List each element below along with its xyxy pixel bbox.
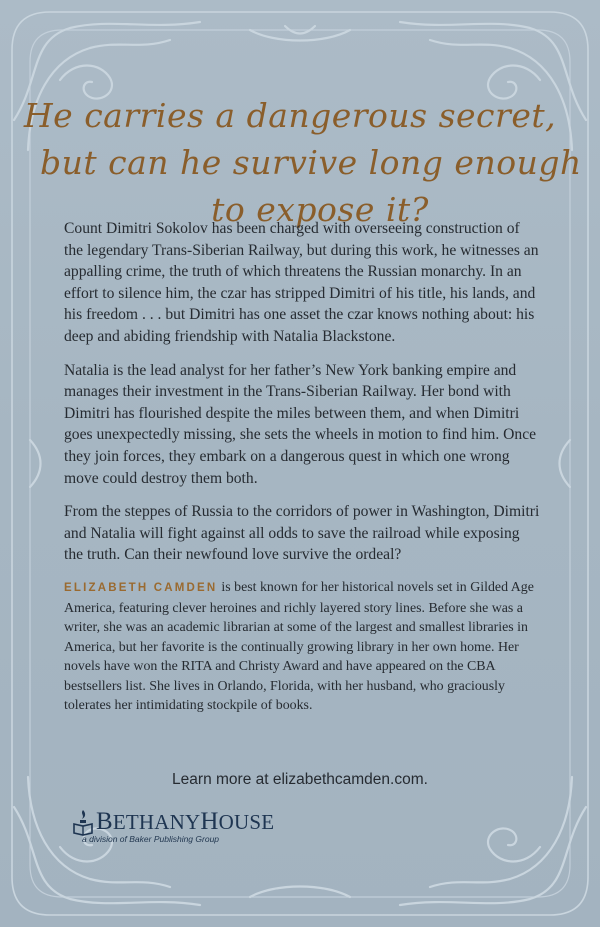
tagline-line-2: but can he survive long enough: [40, 143, 582, 182]
author-bio: [64, 578, 540, 716]
author-website: Learn more at elizabethcamden.com.: [172, 771, 428, 788]
author-bio-text: is best known for her historical novels set in Gilded Age America, featuring clever heroines and richly layered story lines. Before she was a writer, she was an academic librarian at some of the largest and smallest libraries in America, but her favorite is the continually growing library in her own home. Her novels have won the RITA and Christy Award and have appeared on the CBA bestsellers list. She lives in Orlando, Florida, with her husband, who graciously tolerates her intimidating stockpile of books.: [64, 579, 534, 714]
author-name: ELIZABETH CAMDEN: [64, 581, 218, 594]
tagline: [23, 92, 582, 233]
tagline-line-1: He carries a dangerous secret,: [23, 96, 557, 135]
book-description: [64, 218, 540, 716]
lamp-book-icon: [72, 808, 94, 836]
description-paragraph-2: Natalia is the lead analyst for her father’s New York banking empire and manages their investment in the Trans-Siberian Railway. Her bond with Dimitri has flourished despite the miles between them, and when Dimitri goes unexpectedly missing, she sets the wheels in motion to find him. Once they join forces, they embark on a dangerous quest in which one wrong move could destroy them both.: [64, 361, 537, 487]
publisher-logo: [72, 808, 332, 844]
description-paragraph-1: Count Dimitri Sokolov has been charged with overseeing construction of the legendary Trans-Siberian Railway, but during this work, he witnesses an appalling crime, the truth of which threatens the Russian monarchy. In an effort to silence him, the czar has stripped Dimitri of his title, his lands, and his freedom . . . but Dimitri has one asset the czar knows nothing about: his deep and abiding friendship with Natalia Blackstone.: [64, 220, 539, 345]
tagline-line-3: to expose it?: [211, 190, 429, 229]
publisher-subtitle: a division of Baker Publishing Group: [82, 834, 220, 844]
description-paragraph-3: From the steppes of Russia to the corridors of power in Washington, Dimitri and Natalia will fight against all odds to save the railroad while exposing the truth. Can their newfound love survive the ordeal?: [64, 503, 540, 564]
publisher-name: BETHANYHOUSE: [96, 808, 275, 835]
